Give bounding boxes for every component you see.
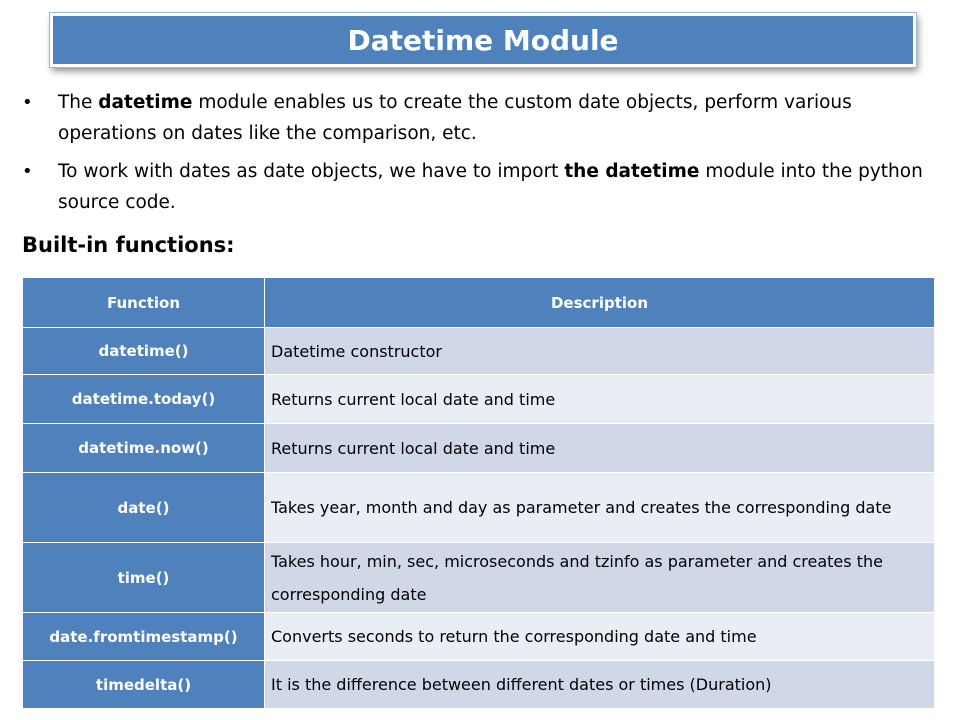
table-row (23, 424, 935, 473)
table-row (23, 613, 935, 661)
function-cell: datetime.now() (23, 424, 265, 473)
bullet-item (22, 156, 944, 218)
bullet-text-bold: the datetime (564, 161, 700, 182)
function-cell: date.fromtimestamp() (23, 613, 265, 661)
header-description: Description (265, 278, 935, 328)
function-cell: datetime() (23, 328, 265, 375)
description-cell: Converts seconds to return the corresponding date and time (265, 613, 935, 661)
table-row (23, 375, 935, 424)
table-row (23, 661, 935, 709)
table-row (23, 473, 935, 543)
bullet-text-bold: datetime (98, 92, 193, 113)
bullet-text-pre: To work with dates as date objects, we have to import (58, 161, 565, 182)
description-cell: Takes year, month and day as parameter and creates the corresponding date (265, 473, 935, 543)
bullet-text-post: module enables us to create the custom date objects, perform various operations on dates like the comparison, etc. (58, 92, 852, 144)
function-cell: date() (23, 473, 265, 543)
function-cell: datetime.today() (23, 375, 265, 424)
description-cell: Takes hour, min, sec, microseconds and tzinfo as parameter and creates the corresponding date (265, 543, 935, 613)
description-cell: Datetime constructor (265, 328, 935, 375)
bullet-text-pre: The (58, 92, 99, 113)
table-header-row (23, 278, 935, 328)
bullet-icon: • (22, 92, 33, 113)
header-function: Function (23, 278, 265, 328)
table-row (23, 543, 935, 613)
function-cell: timedelta() (23, 661, 265, 709)
table-row (23, 328, 935, 375)
description-cell: Returns current local date and time (265, 424, 935, 473)
bullet-item (22, 87, 944, 149)
section-heading: Built-in functions: (22, 233, 235, 257)
description-cell: Returns current local date and time (265, 375, 935, 424)
slide-title: Datetime Module (347, 23, 619, 57)
title-banner (50, 13, 916, 67)
functions-table (22, 277, 935, 709)
bullet-icon: • (22, 161, 33, 182)
function-cell: time() (23, 543, 265, 613)
bullet-list (22, 87, 944, 225)
description-cell: It is the difference between different dates or times (Duration) (265, 661, 935, 709)
bullet-text-post: module into the python source code. (58, 161, 923, 213)
